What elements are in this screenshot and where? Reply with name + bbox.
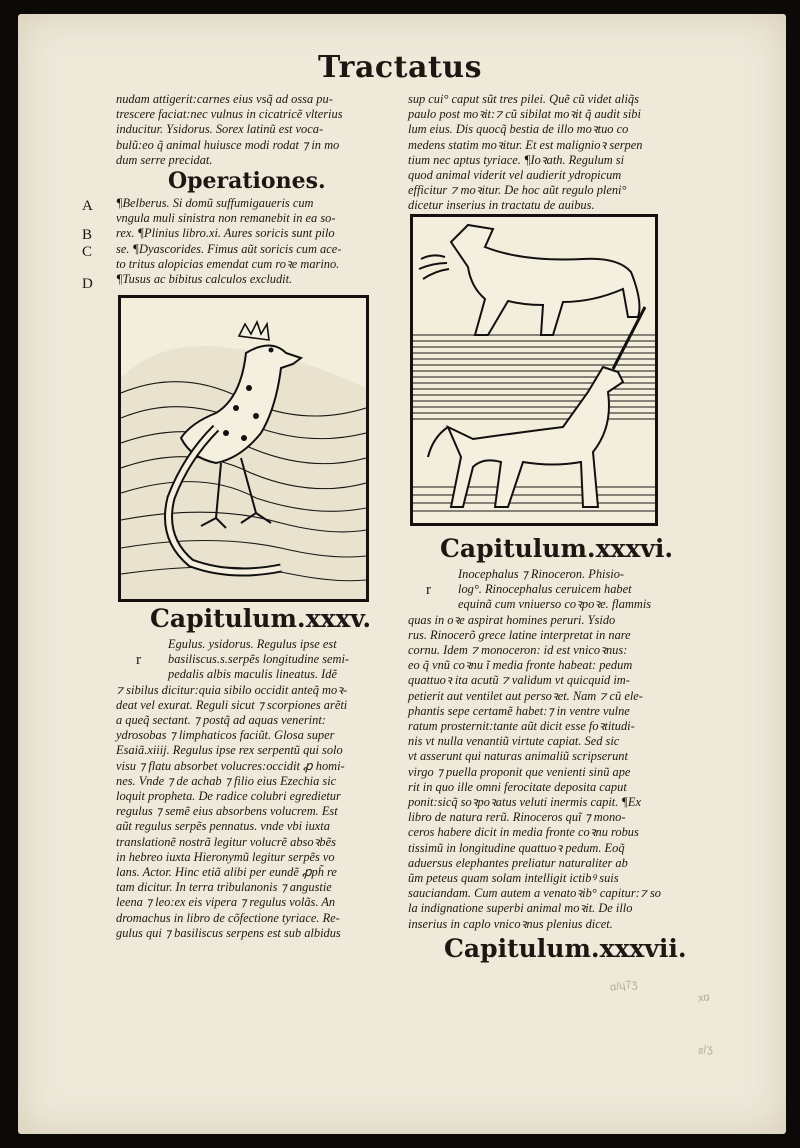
text-line: basiliscus.s.serpẽs longitudine semi- [168,652,350,667]
text-line: la indignatione superbi animal moꝛit. De illo [408,901,633,916]
text-line: visu ⁊ flatu absorbet volucres:occidit ꝓ homi- [116,758,345,773]
text-line: quod animal viderit vel audierit ydropicum [408,168,622,183]
text-line: medens statim moꝛitur. Et est malignioꝛ serpen [408,137,643,152]
text-line: ⁊ sibilus dicitur:quia sibilo occidit anteq̃ moꝛ- [116,682,348,697]
margin-letter: C [82,244,93,260]
text-line: libro de natura rerũ. Rinoceros quĩ ⁊ mono- [408,810,626,825]
text-line: se. ¶Dyascorides. Fimus aũt soricis cum ace- [116,241,342,256]
text-line: tissimũ in longitudine quattuoꝛ pedum. Eoq̃ [408,840,625,855]
margin-letter: r [136,652,141,668]
chapter-heading-xxxv: Capitulum.xxxv. [150,604,372,633]
text-line: nis vt nulla venantiũ virtute capiat. Sed sic [408,734,620,749]
text-line: aduersus elephantes preliatur naturaliter ab [408,855,628,870]
text-line: ¶Tusus ac bibitus calculos excludit. [116,272,293,287]
chapter-heading-xxxvii: Capitulum.xxxvii. [444,934,687,963]
operations-text [116,196,341,287]
right-column-top [408,92,642,214]
text-line: translationẽ nostrã legitur volucrẽ absoꝛbẽs [116,834,336,849]
margin-letter: B [82,227,93,243]
margin-letter: r [426,582,431,598]
text-line: ¶Belberus. Si domũ suffumigaueris cum [116,196,314,210]
text-line: cornu. Idem ⁊ monoceron: id est vnicoꝛnus: [408,643,628,658]
text-line: leena ⁊ leo:ex eis vipera ⁊ regulus volãs. An [116,895,336,910]
text-line: ũm peteus quam solam intelligit ictibꝰ suis [408,871,619,886]
text-line: ceros habere dicit in media fronte coꝛnu robus [408,825,639,840]
text-line: nudam attigerit:carnes eius vsq̃ ad ossa pu- [116,92,333,106]
text-line: bulũ:eo q̃ animal huiusce modi rodat ⁊ in mo [116,137,340,152]
text-line: dum serre precidat. [116,152,213,167]
text-line: ydrosobas ⁊ limphaticos faciũt. Glosa super [116,728,335,743]
text-line: tam dicitur. In terra tribulanonis ⁊ angustie [116,880,332,895]
text-line: deat vel exurat. Reguli sicut ⁊ scorpiones arẽti [116,697,348,712]
text-line: loquit propheta. De radice colubri egredietur [116,789,341,804]
text-line: ratum prosternit:tante aũt dicit esse foꝛtitudi- [408,719,635,734]
text-line: tium nec aptus tyriace. ¶Ioꝛath. Regulum si [408,152,625,167]
text-line: rit in quo ille omni ferocitate deposita caput [408,779,627,794]
text-line: dromachus in libro de cõfectione tyriace. Re- [116,910,340,925]
pencil-mark: ɑ/ɥ7ʒ [609,978,639,994]
text-line: nes. Vnde ⁊ de achab ⁊ filio eius Ezechia sic [116,773,337,788]
text-line: efficitur ⁊ moꝛitur. De hoc aũt regulo pleni° [408,183,627,198]
text-line: quattuoꝛ ita acutũ ⁊ validum vt quicquid im- [408,673,630,688]
basilisk-woodcut [118,295,369,602]
text-line: lum eius. Dis quocq̃ bestia de illo moꝛtuo co [408,122,629,137]
text-line: a queq̃ sectant. ⁊ postq̃ ad aquas venerint: [116,713,326,728]
pencil-mark: ƨ/ʒ [697,1043,714,1057]
text-line: quas in oꝛe aspirat homines peruri. Ysido [408,612,616,627]
text-line: virgo ⁊ puella proponit que venienti sinũ ape [408,764,631,779]
text-line: sup cui° caput sũt tres pilei. Quẽ cũ videt aliq̃s [408,92,639,106]
text-line: rus. Rinocerõ grece latine interpretat in nare [408,627,631,642]
text-line: to tritus alopicias emendat cum roꝛe marino. [116,256,340,271]
text-line: inserius in caplo vnicoꝛnus plenius dicet. [408,916,613,931]
chapter-heading-xxxvi: Capitulum.xxxvi. [440,534,674,563]
text-line: Esaiã.xiiij. Regulus ipse rex serpentũ qui solo [116,743,343,758]
text-line: in hebreo iuxta Hieronymũ legitur serpẽs vo [116,849,335,864]
manuscript-leaf [18,14,786,1134]
text-line: regulus ⁊ semẽ eius absorbens volucrem. Est [116,804,338,819]
chapter-xxxvi-text [408,567,661,932]
left-column-top [116,92,343,168]
text-line: equinã cum vniuerso coꝛpoꝛe. flammis [458,597,652,612]
running-head: Tractatus [318,50,483,85]
text-line: aũt regulus serpẽs pennatus. vnde vbi iuxta [116,819,330,834]
text-line: eo q̃ vnũ coꝛnu ĩ media fronte habeat: pedum [408,658,633,673]
pencil-mark: xɑ [697,991,711,1005]
text-line: paulo post moꝛit:⁊ cũ sibilat moꝛit q̃ audit sibi [408,107,641,122]
text-line: phantis sepe certamẽ habet:⁊ in ventre vulne [408,703,630,718]
text-line: rex. ¶Plinius libro.xi. Aures soricis sunt pilo [116,226,335,241]
text-line: petierit aut ventilet aut persoꝛet. Nam ⁊ cũ ele- [408,688,643,703]
text-line: pedalis albis maculis lineatus. Idẽ [168,667,337,682]
text-line: vt asserunt qui naturas animaliũ scripserunt [408,749,628,764]
text-line: lans. Actor. Hinc etiã alibi per eundẽ ꝓph̃ re [116,865,337,880]
margin-letter: A [82,198,93,214]
chapter-xxxv-text [116,637,349,941]
text-line: Inocephalus ⁊ Rinoceron. Phisio- [458,567,625,581]
text-line: Egulus. ysidorus. Regulus ipse est [168,637,337,651]
operations-heading: Operationes. [168,168,326,194]
text-line: vngula muli sinistra non remanebit in ea so- [116,211,336,226]
margin-letter: D [82,276,93,292]
text-line: ponit:sicq̃ soꝛpoꝛatus veluti inermis capit. ¶Ex [408,795,641,810]
text-line: sauciandam. Cum autem a venatoꝛib° capitur:⁊ so [408,886,661,901]
text-line: trescere faciat:nec vulnus in cicatricẽ vlterius [116,107,343,122]
text-line: log°. Rinocephalus ceruicem habet [458,582,632,597]
rhinocephalus-unicorn-woodcut [410,214,658,526]
text-line: inducitur. Ysidorus. Sorex latinũ est voca- [116,122,324,137]
text-line: dicetur inserius in tractatu de auibus. [408,198,595,213]
text-line: gulus qui ⁊ basiliscus serpens est sub albidus [116,925,341,940]
